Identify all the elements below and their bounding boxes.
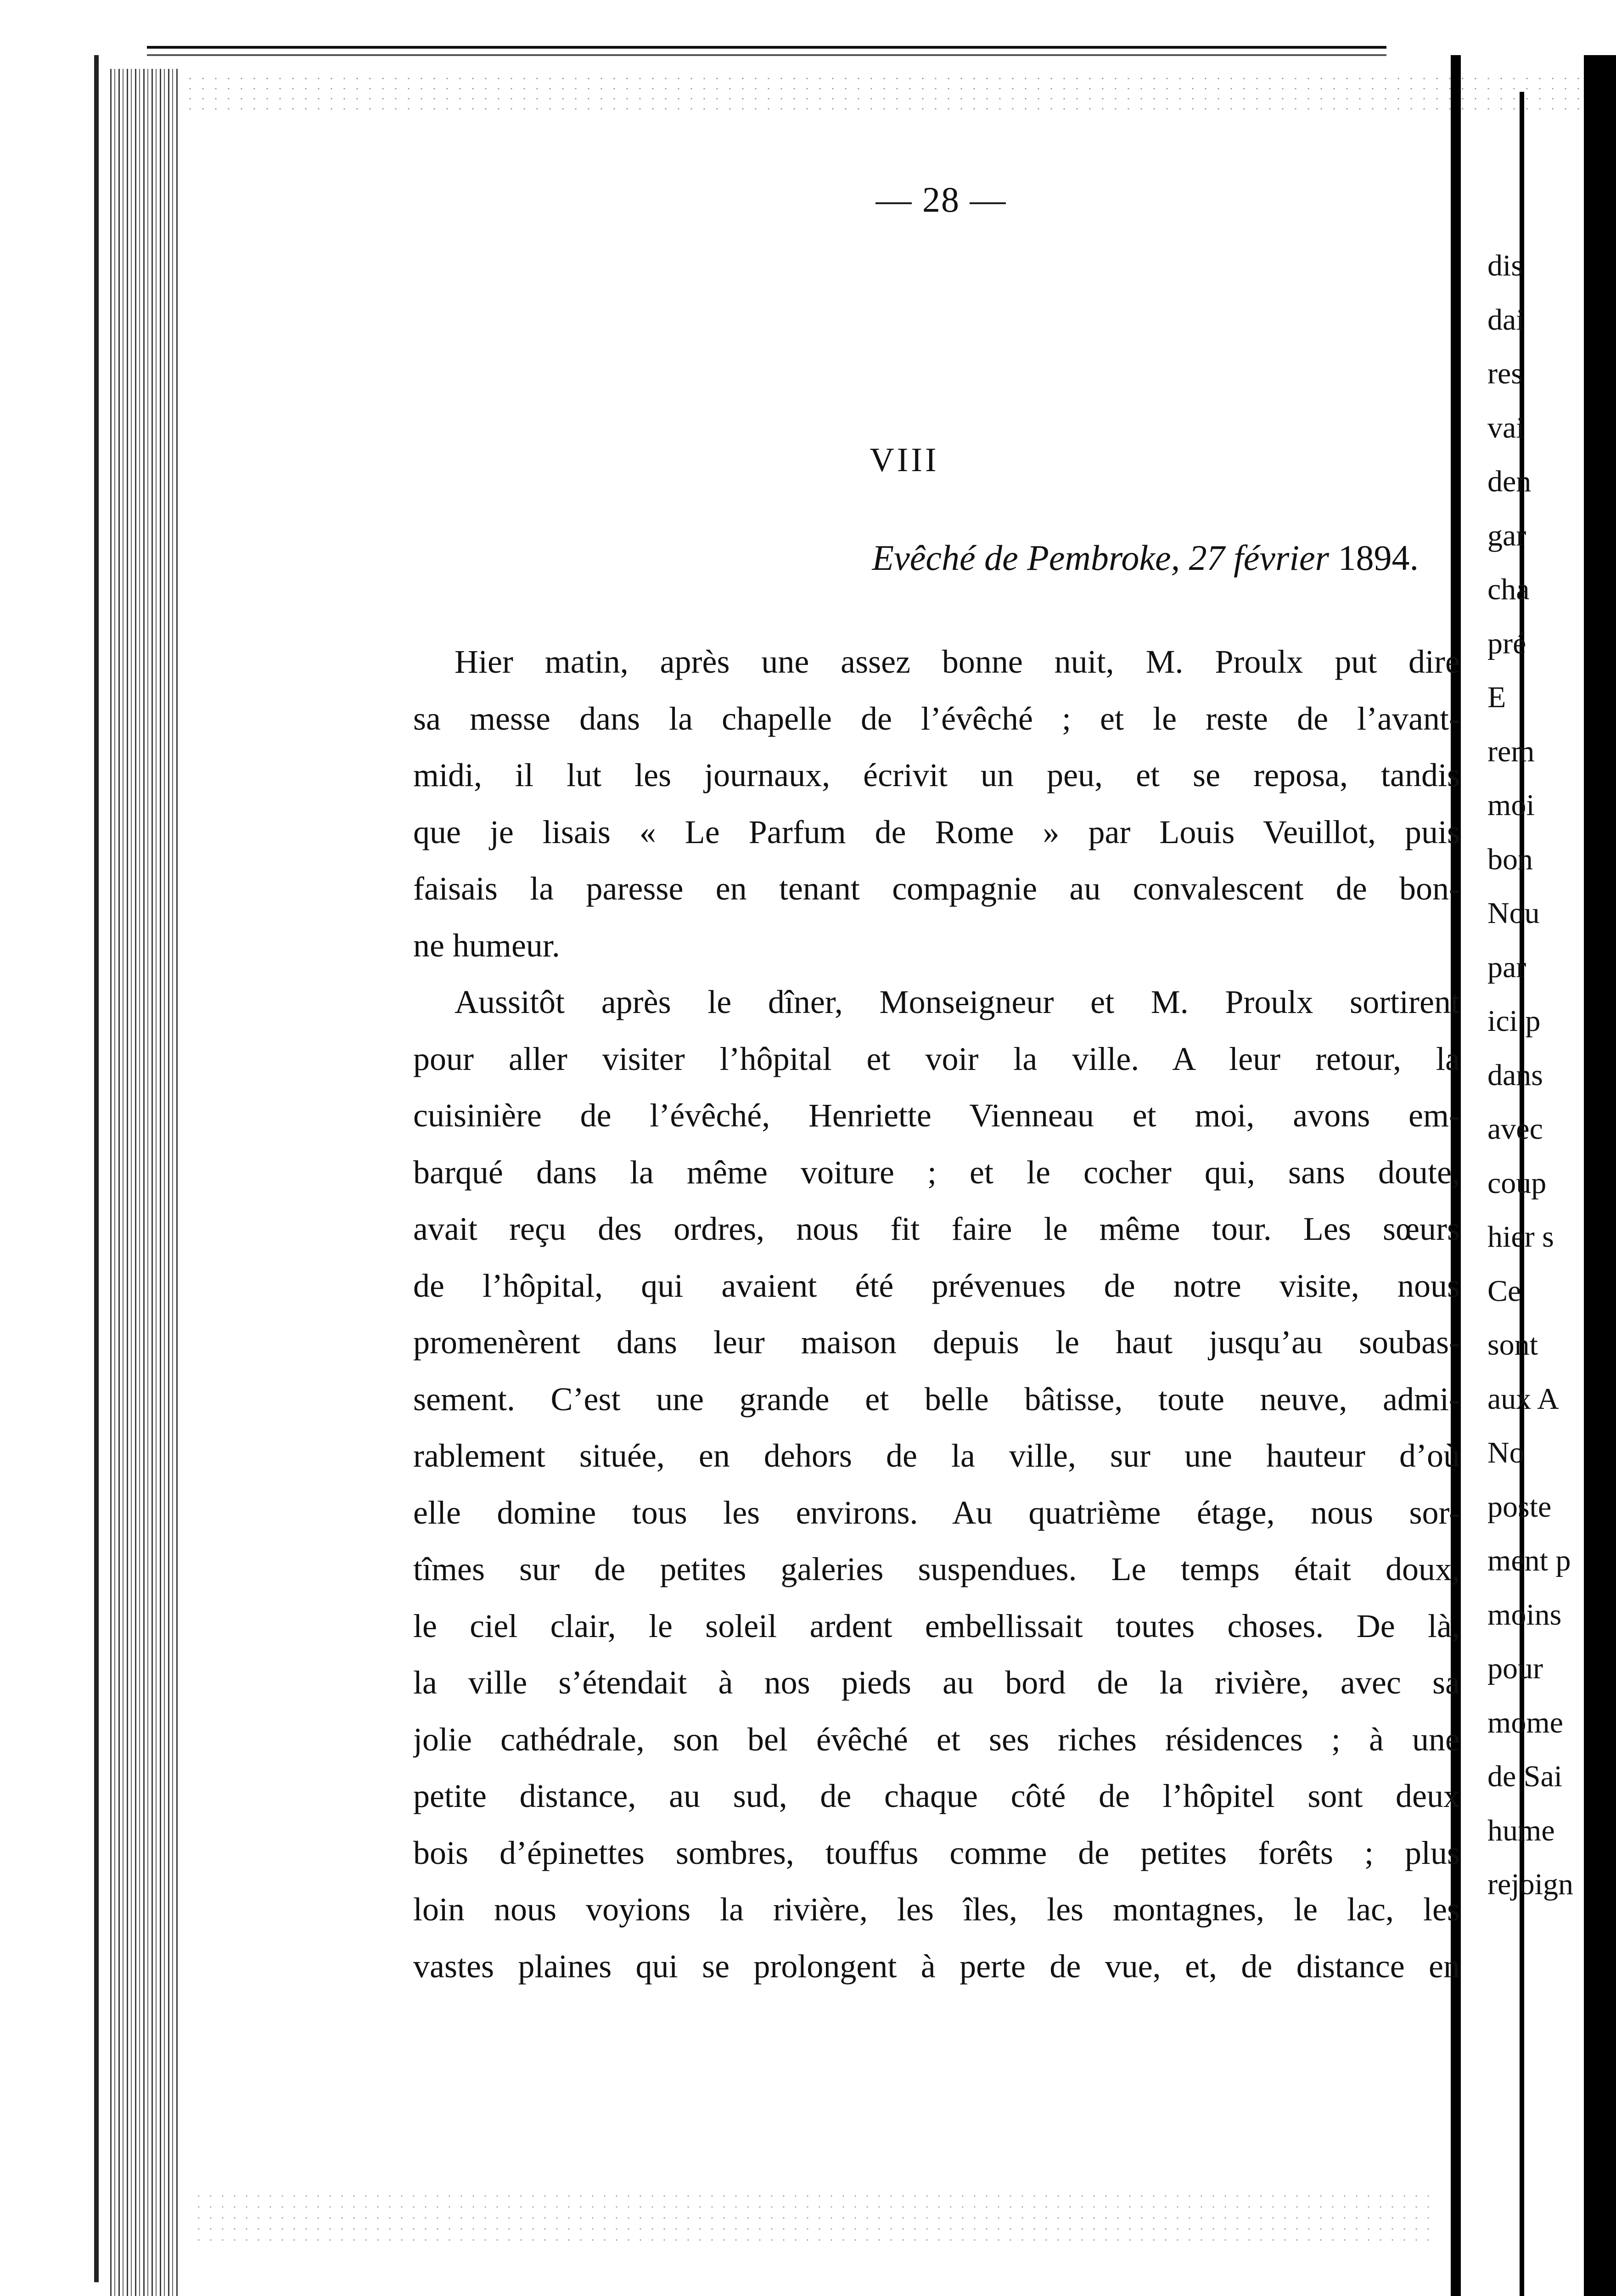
fragment-line: moins: [1487, 1598, 1562, 1632]
fragment-line: rem: [1487, 734, 1535, 768]
fragment-line: pour: [1487, 1652, 1543, 1685]
chapter-heading: VIII: [870, 441, 939, 479]
text-line: ne humeur.: [413, 927, 560, 964]
text-line: rablement située, en dehors de la ville, sur une hauteur d’où: [413, 1437, 1460, 1474]
text-line: tîmes sur de petites galeries suspendues. Le temps était doux,: [413, 1551, 1460, 1587]
fragment-line: E: [1487, 681, 1506, 714]
dateline-place: Evêché de Pembroke,: [872, 538, 1180, 578]
text-line: petite distance, au sud, de chaque côté de l’hôpitel sont deux: [413, 1778, 1460, 1814]
fragment-line: Nou: [1487, 896, 1540, 930]
fragment-line: de Sai: [1487, 1760, 1563, 1793]
paragraph-1: [413, 634, 1460, 974]
fragment-line: dis: [1487, 249, 1523, 282]
fragment-line: hier s: [1487, 1220, 1554, 1254]
fragment-line: mome: [1487, 1705, 1563, 1739]
fragment-line: Ce: [1487, 1274, 1521, 1308]
fragment-line: aux A: [1487, 1382, 1559, 1416]
text-line: que je lisais « Le Parfum de Rome » par Louis Veuillot, puis: [413, 813, 1460, 850]
page-stack-edge: [110, 69, 179, 2296]
text-line: le ciel clair, le soleil ardent embellissait toutes choses. De là,: [413, 1607, 1460, 1644]
text-line: promenèrent dans leur maison depuis le haut jusqu’au soubas-: [413, 1324, 1460, 1361]
text-line: vastes plaines qui se prolongent à perte de vue, et, de distance en: [413, 1947, 1460, 1985]
dateline-date: 27 février: [1189, 538, 1329, 578]
text-line: jolie cathédrale, son bel évêché et ses riches résidences ; à une: [413, 1721, 1460, 1758]
fragment-line: poste: [1487, 1490, 1552, 1524]
fragment-line: hume: [1487, 1813, 1555, 1847]
fragment-line: No: [1487, 1436, 1525, 1469]
fragment-line: res: [1487, 357, 1523, 390]
text-line: elle domine tous les environs. Au quatrième étage, nous sor-: [413, 1494, 1460, 1531]
body-text: [413, 634, 1460, 1995]
text-line: pour aller visiter l’hôpital et voir la ville. A leur retour, la: [413, 1040, 1460, 1077]
text-line: loin nous voyions la rivière, les îles, les montagnes, le lac, les: [413, 1891, 1460, 1928]
text-line: la ville s’étendait à nos pieds au bord de la rivière, avec sa: [413, 1664, 1460, 1701]
text-line: avait reçu des ordres, nous fit faire le même tour. Les sœurs: [413, 1210, 1460, 1247]
fragment-line: moi: [1487, 788, 1535, 822]
binding-edge: [94, 55, 99, 2282]
fragment-line: avec: [1487, 1112, 1543, 1146]
text-line: sa messe dans la chapelle de l’évêché ; et le reste de l’avant-: [413, 700, 1460, 737]
fragment-line: dai: [1487, 303, 1525, 337]
adjacent-page-edge: [1584, 55, 1616, 2296]
fragment-line: den: [1487, 465, 1532, 498]
adjacent-page-fragment: [1469, 239, 1584, 1912]
text-line: sement. C’est une grande et belle bâtisse, toute neuve, admi-: [413, 1380, 1460, 1418]
fragment-line: par: [1487, 950, 1526, 984]
fragment-line: ment p: [1487, 1544, 1571, 1577]
scan-noise-bottom: [193, 2190, 1432, 2250]
text-line: bois d’épinettes sombres, touffus comme de petites forêts ; plus: [413, 1834, 1460, 1871]
scan-noise-top: [184, 73, 1584, 115]
fragment-line: gar: [1487, 518, 1526, 552]
fragment-line: rejoign: [1487, 1868, 1573, 1901]
fragment-line: vai: [1487, 411, 1525, 445]
dateline: [597, 537, 1419, 579]
fragment-line: bon: [1487, 842, 1533, 876]
text-line: midi, il lut les journaux, écrivit un peu, et se reposa, tandis: [413, 757, 1460, 793]
text-line: Aussitôt après le dîner, Monseigneur et M. Proulx sortirent: [454, 984, 1460, 1020]
fragment-line: sont: [1487, 1328, 1538, 1362]
text-line: Hier matin, après une assez bonne nuit, M. Proulx put dire: [454, 643, 1460, 680]
text-line: barqué dans la même voiture ; et le cocher qui, sans doute,: [413, 1154, 1460, 1191]
fragment-line: coup: [1487, 1166, 1547, 1200]
text-line: cuisinière de l’évêché, Henriette Vienneau et moi, avons em-: [413, 1097, 1460, 1134]
dateline-year: 1894.: [1338, 538, 1419, 578]
top-scan-edge: [147, 46, 1386, 62]
text-line: de l’hôpital, qui avaient été prévenues de notre visite, nous: [413, 1267, 1460, 1304]
text-line: faisais la paresse en tenant compagnie au convalescent de bon-: [413, 870, 1460, 907]
fragment-line: pré: [1487, 626, 1526, 660]
fragment-line: cha: [1487, 573, 1530, 606]
fragment-line: dans: [1487, 1058, 1543, 1092]
paragraph-2: [413, 974, 1460, 1995]
fragment-line: ici p: [1487, 1004, 1541, 1038]
page-number: — 28 —: [875, 180, 1007, 219]
